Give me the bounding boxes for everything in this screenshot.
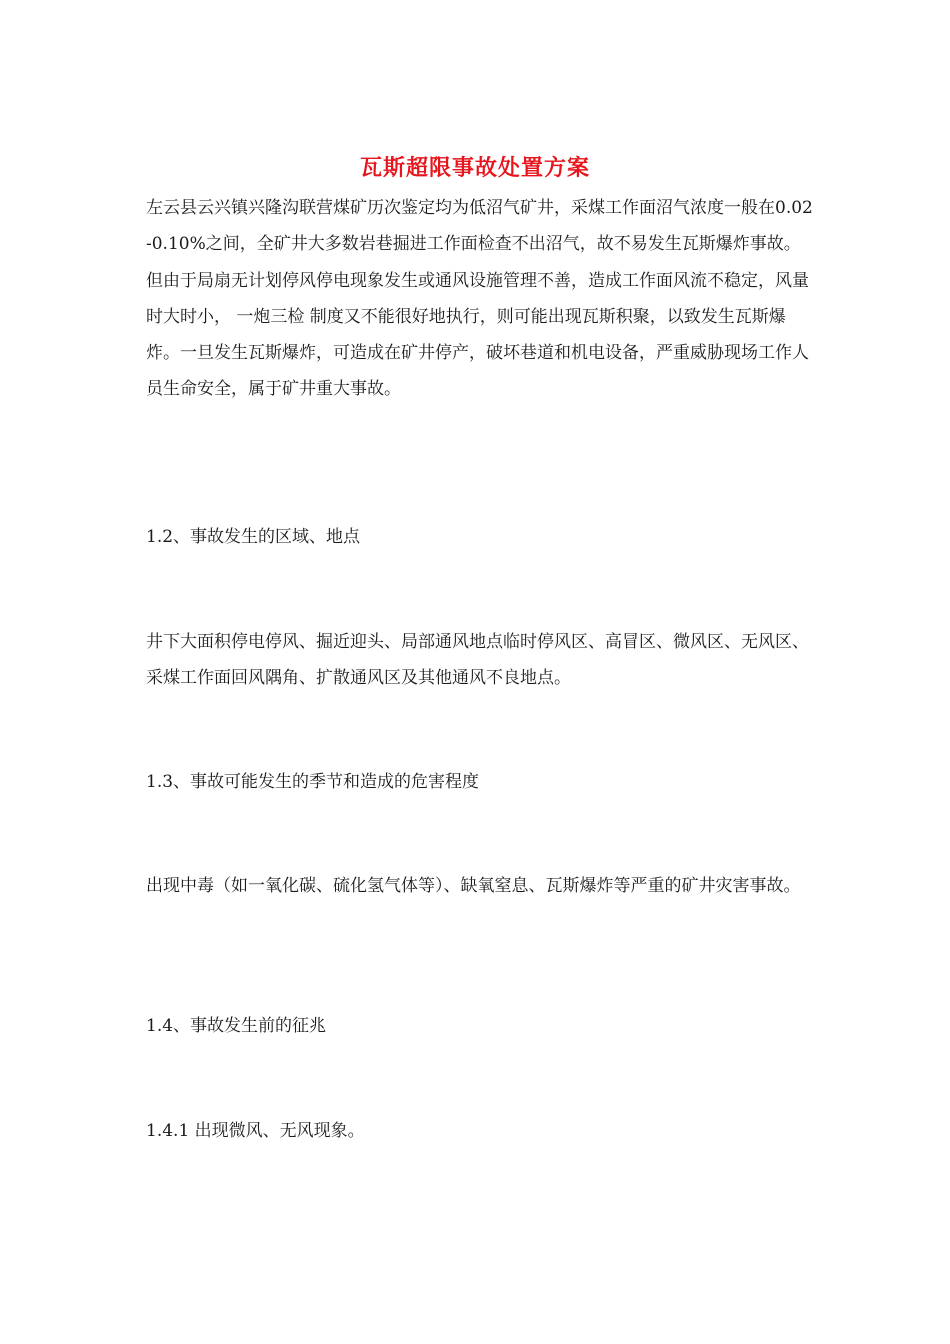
- section-heading-1-4: 1.4、事故发生前的征兆: [146, 1016, 327, 1036]
- intro-paragraph: 左云县云兴镇兴隆沟联营煤矿历次鉴定均为低沼气矿井，采煤工作面沼气浓度一般在0.02-0.10%之间，全矿井大多数岩巷掘进工作面检查不出沼气，故不易发生瓦斯爆炸事故。但由于局扇无计划停风停电现象发生或通风设施管理不善，造成工作面风流不稳定，风量时大时小， 一炮三检 制度又不能很好地执行，则可能出现瓦斯积聚，以致发生瓦斯爆炸。一旦发生瓦斯爆炸，可造成在矿井停产，破坏巷道和机电设备，严重威胁现场工作人员生命安全，属于矿井重大事故。: [146, 198, 813, 400]
- section-body-1-3: 出现中毒（如一氧化碳、硫化氢气体等）、缺氧窒息、瓦斯爆炸等严重的矿井灾害事故。: [146, 876, 801, 896]
- section-body-1-2: 井下大面积停电停风、掘近迎头、局部通风地点临时停风区、高冒区、微风区、无风区、采煤工作面回风隅角、扩散通风区及其他通风不良地点。: [146, 632, 809, 689]
- section-heading-1-3: 1.3、事故可能发生的季节和造成的危害程度: [146, 772, 480, 792]
- section-heading-1-4-1: 1.4.1 出现微风、无风现象。: [146, 1121, 365, 1141]
- section-heading-1-2: 1.2、事故发生的区域、地点: [146, 527, 361, 547]
- document-title: 瓦斯超限事故处置方案: [359, 155, 590, 181]
